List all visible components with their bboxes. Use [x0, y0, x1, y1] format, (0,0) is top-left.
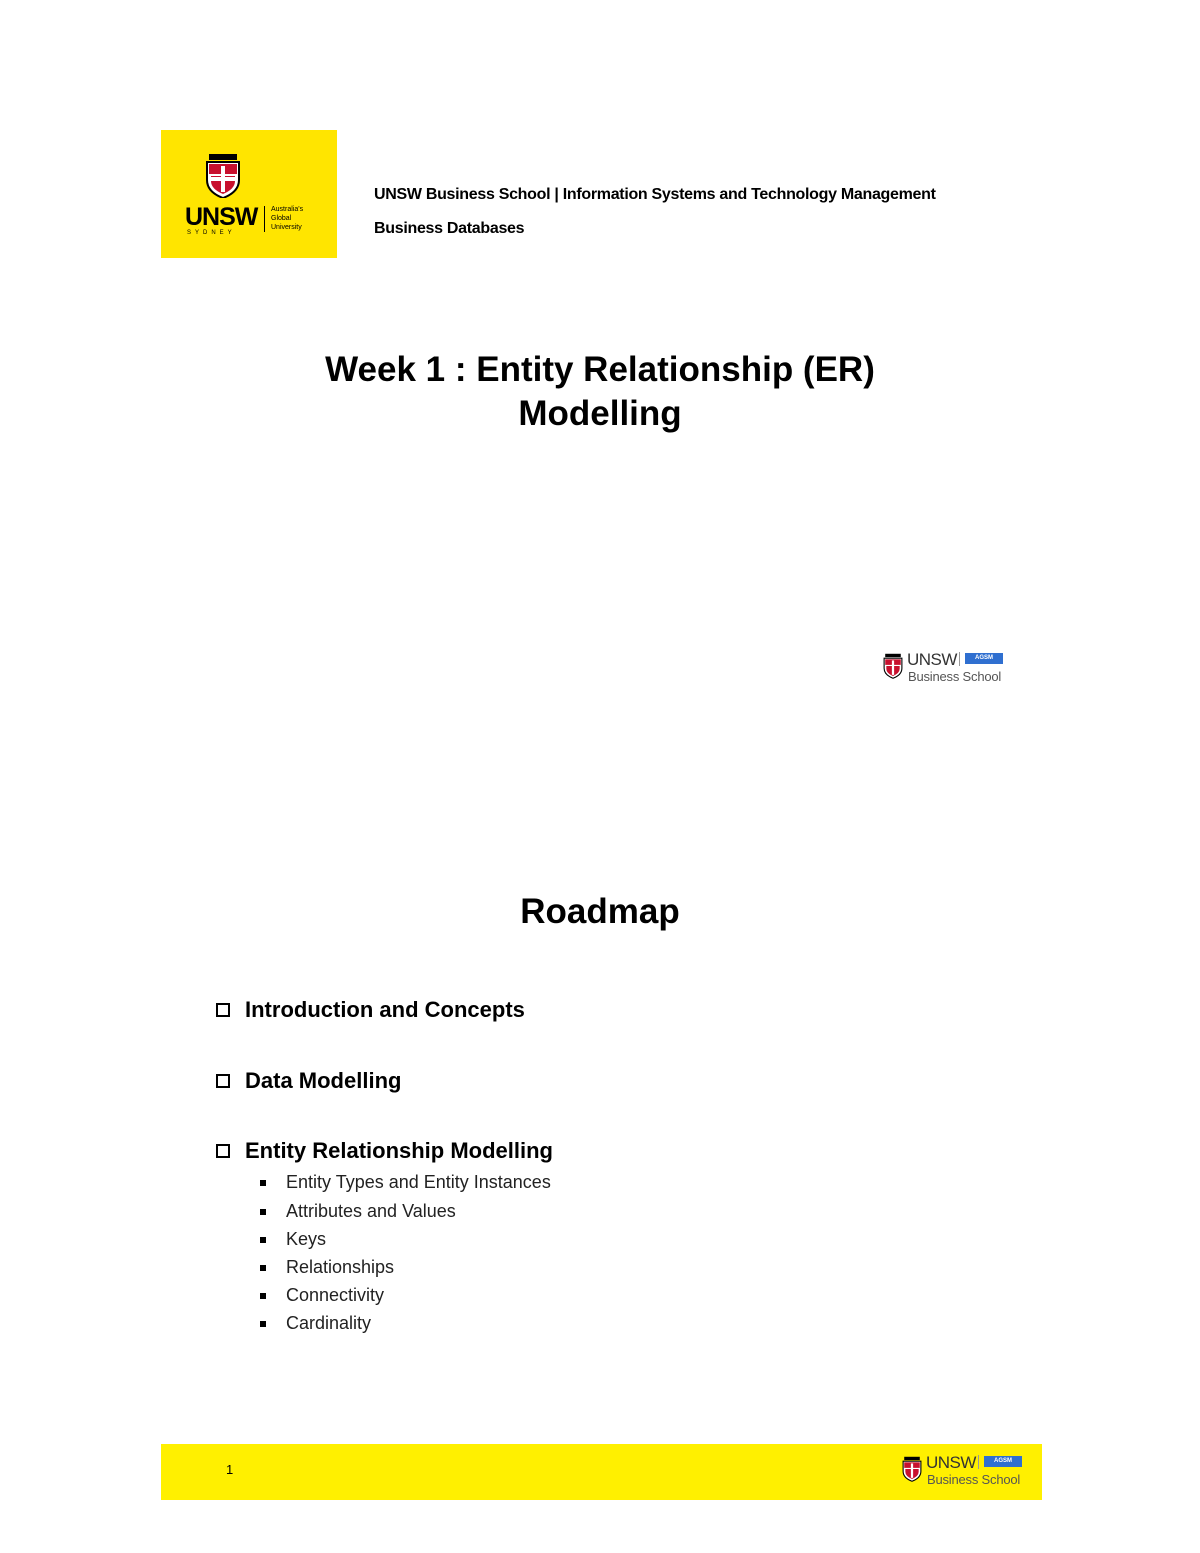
header-course: Business Databases	[374, 220, 525, 237]
roadmap-subitem-label: Keys	[286, 1229, 327, 1249]
logo-divider	[959, 652, 960, 666]
logo-school-text: Business School	[908, 669, 1002, 684]
page-number: 1	[226, 1462, 234, 1477]
roadmap-subitem-label: Connectivity	[286, 1285, 385, 1305]
logo-tagline	[271, 205, 331, 232]
footer-bar	[161, 1444, 1042, 1500]
slide-title-line: Week 1 : Entity Relationship (ER)	[325, 350, 875, 389]
roadmap-subitem	[260, 1201, 456, 1222]
roadmap-topic	[216, 1068, 401, 1094]
agsm-badge: AGSM	[984, 1456, 1022, 1467]
business-school-logo	[883, 650, 1007, 688]
bullet-square-icon	[260, 1180, 266, 1186]
slide-title	[200, 348, 1000, 436]
unsw-sydney-logo	[161, 130, 337, 258]
logo-location: SYDNEY	[187, 230, 236, 236]
bullet-square-icon	[260, 1321, 266, 1327]
unsw-crest-icon	[205, 154, 241, 198]
logo-wordmark: UNSW	[185, 203, 258, 231]
roadmap-topic-label: Introduction and Concepts	[245, 997, 525, 1022]
unsw-crest-icon	[883, 652, 903, 680]
roadmap-subitem-label: Relationships	[286, 1257, 395, 1277]
header-department: UNSW Business School | Information Systems and Technology Management	[374, 186, 936, 203]
bullet-square-icon	[260, 1237, 266, 1243]
unsw-crest-icon	[902, 1455, 922, 1483]
checkbox-icon	[216, 1074, 230, 1088]
logo-school-text: Business School	[927, 1472, 1021, 1487]
roadmap-subitem	[260, 1257, 394, 1278]
roadmap-subitem	[260, 1229, 326, 1250]
logo-tagline-line: University	[271, 224, 302, 231]
checkbox-icon	[216, 1144, 230, 1158]
roadmap-title: Roadmap	[520, 892, 680, 931]
roadmap-topic	[216, 997, 525, 1023]
roadmap-subitem-label: Cardinality	[286, 1313, 372, 1333]
roadmap-subitem-label: Attributes and Values	[286, 1201, 456, 1221]
logo-tagline-line: Global	[271, 215, 292, 222]
logo-divider	[978, 1455, 979, 1469]
bullet-square-icon	[260, 1265, 266, 1271]
roadmap-subitem	[260, 1313, 371, 1334]
checkbox-icon	[216, 1003, 230, 1017]
bullet-square-icon	[260, 1293, 266, 1299]
bullet-square-icon	[260, 1209, 266, 1215]
logo-unsw-text: UNSW	[926, 1453, 976, 1472]
roadmap-topic-label: Entity Relationship Modelling	[245, 1138, 553, 1163]
roadmap-subitem	[260, 1285, 384, 1306]
slide-title-line: Modelling	[518, 394, 682, 433]
roadmap-topic	[216, 1138, 553, 1164]
roadmap-topic-label: Data Modelling	[245, 1068, 402, 1093]
logo-divider	[264, 206, 265, 232]
logo-unsw-text: UNSW	[907, 650, 957, 669]
roadmap-subitem-label: Entity Types and Entity Instances	[286, 1172, 551, 1192]
business-school-logo	[902, 1453, 1026, 1491]
logo-tagline-line: Australia's	[271, 206, 304, 213]
roadmap-subitem	[260, 1172, 551, 1193]
agsm-badge: AGSM	[965, 653, 1003, 664]
